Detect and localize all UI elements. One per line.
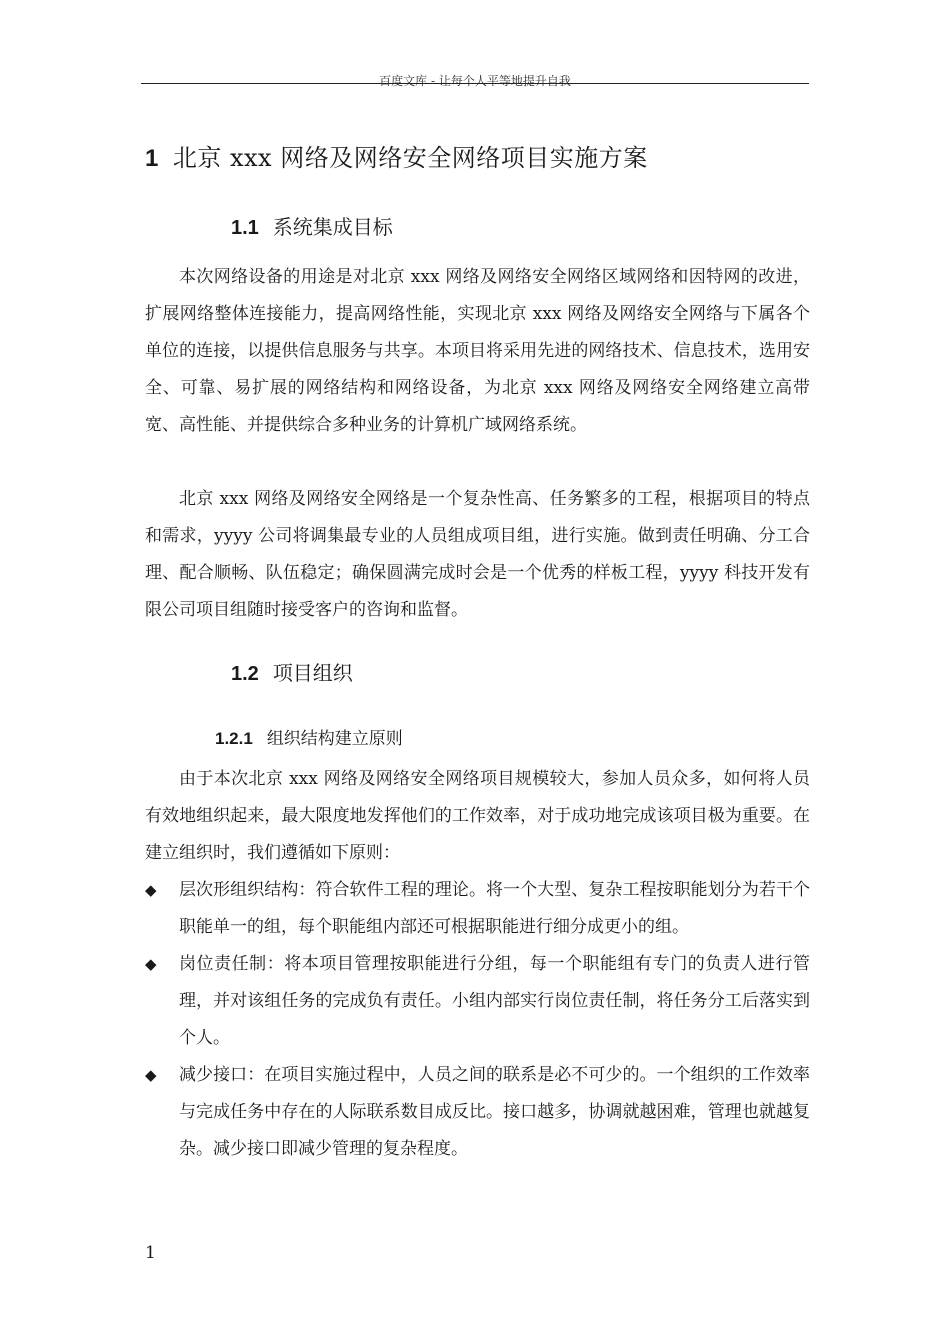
heading-1-2-number: 1.2	[231, 663, 259, 685]
document-title	[145, 138, 648, 173]
list-item-text: 层次形组织结构：符合软件工程的理论。将一个大型、复杂工程按职能划分为若干个职能单一的组，每个职能组内部还可根据职能进行细分成更小的组。	[179, 880, 810, 937]
heading-1-1	[231, 211, 393, 240]
heading-1-1-text: 系统集成目标	[272, 215, 393, 239]
list-item-text: 减少接口：在项目实施过程中，人员之间的联系是必不可少的。一个组织的工作效率与完成任务中存在的人际联系数目成反比。接口越多，协调就越困难，管理也就越复杂。减少接口即减少管理的复杂程度。	[179, 1065, 810, 1159]
diamond-bullet-icon: ◆	[145, 881, 157, 899]
list-item	[145, 946, 810, 1057]
list-item-text: 岗位责任制：将本项目管理按职能进行分组，每一个职能组有专门的负责人进行管理，并对该组任务的完成负有责任。小组内部实行岗位责任制，将任务分工后落实到个人。	[179, 954, 810, 1048]
diamond-bullet-icon: ◆	[145, 955, 157, 973]
heading-1-2-1-number: 1.2.1	[215, 729, 253, 748]
heading-1-2	[231, 657, 353, 686]
title-number: 1	[145, 145, 159, 172]
heading-1-2-1-text: 组织结构建立原则	[266, 729, 403, 749]
paragraph-1: 本次网络设备的用途是对北京 xxx 网络及网络安全网络区域网络和因特网的改进，扩展网络整体连接能力，提高网络性能，实现北京 xxx 网络及网络安全网络与下属各个单位的连接，以提供信息服务与共享。本项目将采用先进的网络技术、信息技术，选用安全、可靠、易扩展的网络结构和网络设备，为北京 xxx 网络及网络安全网络建立高带宽、高性能、并提供综合多种业务的计算机广域网络系统。	[145, 267, 810, 435]
page-number: 1	[145, 1243, 156, 1263]
heading-1-1-number: 1.1	[231, 217, 259, 239]
heading-1-2-text: 项目组织	[272, 661, 353, 685]
diamond-bullet-icon: ◆	[145, 1066, 157, 1084]
list-item	[145, 1057, 810, 1168]
paragraph-3: 由于本次北京 xxx 网络及网络安全网络项目规模较大，参加人员众多，如何将人员有效地组织起来，最大限度地发挥他们的工作效率，对于成功地完成该项目极为重要。在建立组织时，我们遵循如下原则：	[145, 769, 810, 863]
page-header: 百度文库 - 让每个人平等地提升自我	[379, 74, 571, 88]
principles-list	[145, 872, 810, 1168]
header-divider	[141, 83, 809, 84]
heading-1-2-1	[215, 724, 403, 749]
paragraph-2: 北京 xxx 网络及网络安全网络是一个复杂性高、任务繁多的工程，根据项目的特点和需求，yyyy 公司将调集最专业的人员组成项目组，进行实施。做到责任明确、分工合理、配合顺畅、队伍稳定；确保圆满完成时会是一个优秀的样板工程，yyyy 科技开发有限公司项目组随时接受客户的咨询和监督。	[145, 489, 810, 620]
list-item	[145, 872, 810, 946]
title-text: 北京 xxx 网络及网络安全网络项目实施方案	[172, 144, 648, 172]
